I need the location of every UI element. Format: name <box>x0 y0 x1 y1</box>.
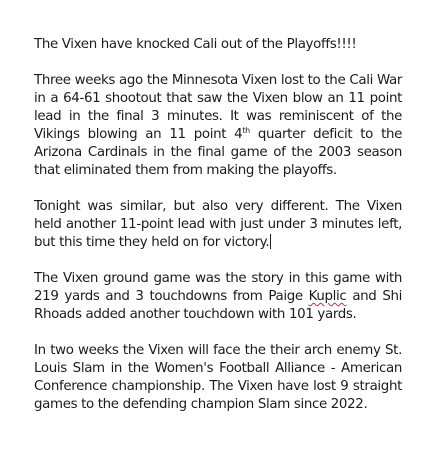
headline <box>34 36 402 54</box>
text-cursor <box>270 234 271 249</box>
paragraph-2 <box>34 198 402 252</box>
spellcheck-flagged-word[interactable]: Kuplic <box>308 289 347 304</box>
paragraph-3 <box>34 270 402 324</box>
paragraph-4 <box>34 342 402 414</box>
ordinal-superscript: th <box>242 126 250 135</box>
paragraph-1-text-end: quarter deficit to the Arizona Cardinals in the final game of the 2003 season that eliminated them from making the playoffs. <box>34 127 402 178</box>
document-body[interactable] <box>34 36 402 432</box>
paragraph-2-text: Tonight was similar, but also very different. The Vixen held another 11-point lead with just under 3 minutes left, but this time they held on for victory. <box>34 199 402 250</box>
paragraph-4-text: In two weeks the Vixen will face the their arch enemy St. Louis Slam in the Women's Football Alliance - American Conference championship. The Vixen have lost 9 straight games to the defending champion Slam since 2022. <box>34 343 402 412</box>
paragraph-3-text-start: The Vixen ground game was the story in this game with 219 yards and 3 touchdowns from Paige <box>34 271 402 304</box>
paragraph-1-text-start: Three weeks ago the Minnesota Vixen lost to the Cali War in a 64-61 shootout that saw the Vixen blow an 11 point lead in the final 3 minutes. It was reminiscent of the Vikings blowing an 11 point 4 <box>34 73 402 142</box>
headline-text: The Vixen have knocked Cali out of the Playoffs!!!! <box>34 37 357 52</box>
paragraph-3-text-end: and Shi Rhoads added another touchdown with 101 yards. <box>34 289 402 322</box>
paragraph-1 <box>34 72 402 180</box>
